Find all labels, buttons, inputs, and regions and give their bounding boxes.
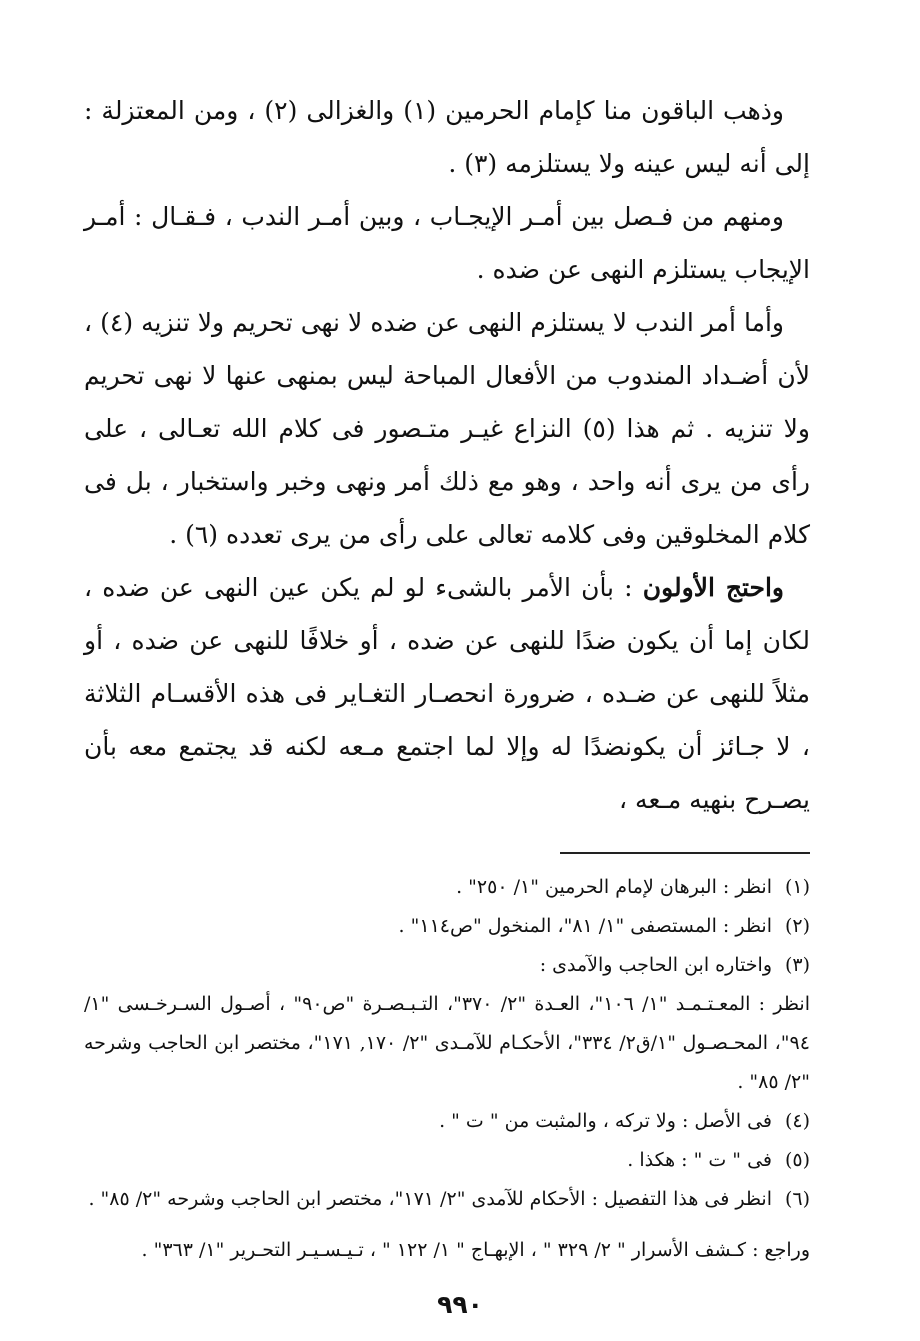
footnote-number: (٤)	[784, 1110, 810, 1132]
footnote-5	[84, 1141, 810, 1180]
footnote-3	[84, 946, 810, 985]
footnote-number: (١)	[784, 876, 810, 898]
footnote-3-continuation: انظر : المعـتـمـد "١/ ١٠٦"، العـدة "٢/ ٣٧٠"، التـبـصـرة "ص٩٠" ، أصـول السـرخـسى "١/ ٩٤"، المحـصـول "١/ق٢/ ٣٣٤"، الأحكـام للآمـدى "٢/ ١٧٠, ١٧١"، مختصر ابن الحاجب وشرحه "٢/ ٨٥" .	[84, 993, 810, 1093]
footnote-text: فى الأصل : ولا تركه ، والمثبت من " ت " .	[439, 1110, 772, 1132]
paragraph-3-line-2: أضـداد المندوب من الأفعال المباحة ليس بمنهى عنها لا نهى تحريم ولا تنزيه .	[84, 361, 811, 443]
paragraph-4-line-4: يكونضدًا له وإلا لما اجتمع مـعه لكنه قد يجتمع معه بأن يصـرح بنهيه مـعه ،	[84, 732, 810, 814]
footnote-number: (٣)	[784, 954, 810, 976]
footnote-text: انظر : البرهان لإمام الحرمين "١/ ٢٥٠" .	[456, 876, 772, 898]
footnote-number: (٢)	[784, 915, 810, 937]
footnote-6	[84, 1180, 810, 1219]
paragraph-3-line-4: واحد ، وهو مع ذلك أمر ونهى وخبر واستخبار ، بل فى كلام المخلوقين وفى	[84, 467, 810, 549]
paragraph-3-line-3: ثم هذا (٥) النزاع غيـر متـصور فى كلام الله تعـالى ، على رأى من يرى أنه	[84, 414, 810, 496]
footnote-text: انظر : المستصفى "١/ ٨١"، المنخول "ص١١٤" .	[398, 915, 772, 937]
footnote-divider	[560, 852, 810, 854]
paragraph-2-line-2: الإيجاب يستلزم النهى عن ضده .	[476, 255, 810, 284]
paragraph-4-line-3: عن ضـده ، ضرورة انحصـار التغـاير فى هذه الأقسـام الثلاثة ، لا جـائز أن	[84, 679, 810, 761]
footnote-text: انظر فى هذا التفصيل : الأحكام للآمدى "٢/ ١٧١"، مختصر ابن الحاجب وشرحه "٢/ ٨٥" .	[88, 1188, 772, 1210]
paragraph-2	[84, 190, 810, 296]
footnote-text: واختاره ابن الحاجب والآمدى :	[539, 954, 772, 976]
paragraph-1	[84, 84, 810, 190]
paragraph-3-line-1: وأما أمر الندب لا يستلزم النهى عن ضده لا نهى تحريم ولا تنزيه (٤) ، لأن	[84, 308, 810, 390]
footnote-text: فى " ت " : هكذا .	[627, 1149, 772, 1171]
footnotes	[84, 868, 810, 1270]
paragraph-3	[84, 296, 810, 561]
page-number: ٩٩٠	[437, 1290, 483, 1319]
footnote-number: (٦)	[784, 1188, 810, 1210]
footnote-number: (٥)	[784, 1149, 810, 1171]
footnote-2	[84, 907, 810, 946]
main-text	[84, 84, 810, 826]
paragraph-4-line-1: : بأن الأمر بالشىء لو لم يكن عين النهى عن ضده ، لكان	[84, 573, 810, 655]
paragraph-4-lead-heading: واحتج الأولون	[642, 573, 785, 602]
paragraph-4	[84, 561, 810, 826]
paragraph-1-line-1: وذهب الباقون منا كإمام الحرمين (١) والغزالى (٢) ، ومن المعتزلة :	[84, 96, 784, 125]
paragraph-4-line-2: إما أن يكون ضدًا للنهى عن ضده ، أو خلافًا للنهى عن ضده ، أو مثلاً للنهى	[84, 626, 810, 708]
paragraph-2-line-1: ومنهم من فـصل بين أمـر الإيجـاب ، وبين أمـر الندب ، فـقـال : أمـر	[84, 202, 784, 231]
paragraph-3-line-5: كلامه تعالى على رأى من يرى تعدده (٦) .	[169, 520, 595, 549]
footnote-1	[84, 868, 810, 907]
paragraph-1-line-2: إلى أنه ليس عينه ولا يستلزمه (٣) .	[448, 149, 810, 178]
footnote-4	[84, 1102, 810, 1141]
footnote-6-continuation: وراجع : كـشف الأسرار " ٢/ ٣٢٩ " ، الإبهـاج " ١/ ١٢٢ " ، تـيـسـيـر التحـرير "١/ ٣٦٣" .	[141, 1239, 810, 1261]
